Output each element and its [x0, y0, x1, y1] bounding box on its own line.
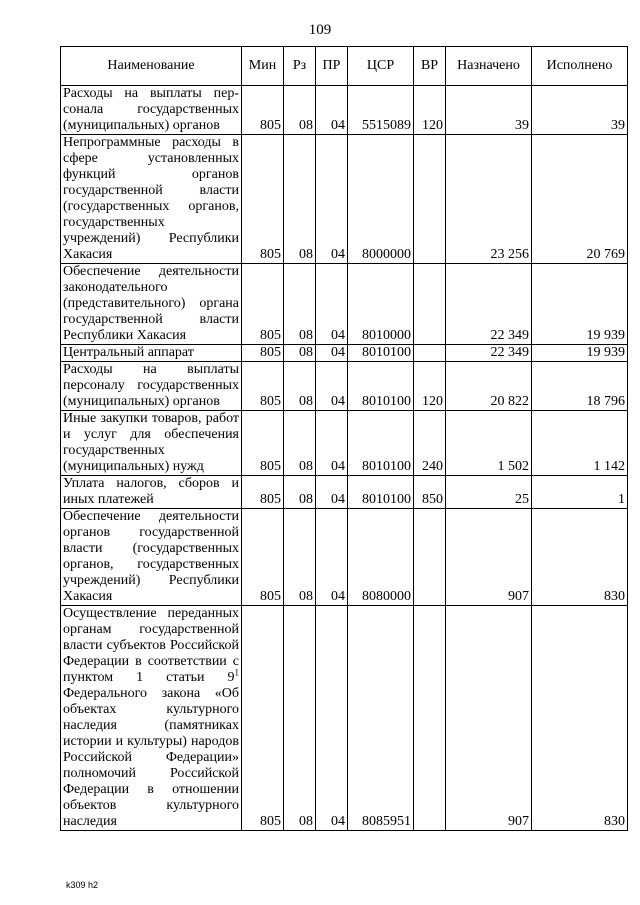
row-pr: 04	[316, 362, 348, 411]
header-min: Мин	[242, 47, 284, 86]
row-executed: 18 796	[532, 362, 628, 411]
row-assigned: 22 349	[446, 264, 532, 345]
row-min: 805	[242, 264, 284, 345]
page-number: 109	[308, 22, 332, 38]
row-vr: 120	[414, 362, 446, 411]
row-pr: 04	[316, 509, 348, 606]
row-csr: 8010100	[348, 345, 414, 362]
row-csr: 8085951	[348, 606, 414, 831]
row-min: 805	[242, 86, 284, 135]
row-vr	[414, 345, 446, 362]
table-row	[61, 509, 628, 606]
row-min: 805	[242, 509, 284, 606]
row-executed: 19 939	[532, 345, 628, 362]
row-name: Расходы на выплаты персоналу государственных (муниципальных) органов	[61, 362, 242, 411]
row-assigned: 907	[446, 509, 532, 606]
row-executed: 830	[532, 509, 628, 606]
table-row	[61, 606, 628, 831]
row-csr: 8010100	[348, 362, 414, 411]
row-rz: 08	[284, 345, 316, 362]
row-pr: 04	[316, 606, 348, 831]
table-row	[61, 362, 628, 411]
row-min: 805	[242, 345, 284, 362]
row-csr: 5515089	[348, 86, 414, 135]
row-min: 805	[242, 135, 284, 264]
row-vr	[414, 264, 446, 345]
row-rz: 08	[284, 264, 316, 345]
superscript: 1	[234, 667, 239, 678]
table-row	[61, 345, 628, 362]
row-csr: 8010100	[348, 411, 414, 476]
document-code: k309 h2	[66, 880, 99, 890]
table-row	[61, 411, 628, 476]
row-vr: 240	[414, 411, 446, 476]
row-name: Непрограммные расходы в сфере установленных функций органов государственной власти (государственных органов, государственных учреждений) Республики Хакасия	[61, 135, 242, 264]
row-rz: 08	[284, 509, 316, 606]
row-rz: 08	[284, 362, 316, 411]
row-executed: 1	[532, 476, 628, 509]
row-assigned: 1 502	[446, 411, 532, 476]
header-name: Наименование	[61, 47, 242, 86]
header-rz: Рз	[284, 47, 316, 86]
table-row	[61, 135, 628, 264]
row-min: 805	[242, 362, 284, 411]
row-pr: 04	[316, 345, 348, 362]
row-vr: 120	[414, 86, 446, 135]
row-min: 805	[242, 606, 284, 831]
row-csr: 8010000	[348, 264, 414, 345]
row-vr	[414, 509, 446, 606]
row-rz: 08	[284, 135, 316, 264]
row-name-part: Федерального закона «Об объектах культурного наследия (памятниках истории и культуры) народов Российской Федерации» полномочий Российской Федерации в отношении объектов культурного наследия	[63, 686, 239, 829]
header-assigned: Назначено	[446, 47, 532, 86]
header-executed: Исполнено	[532, 47, 628, 86]
row-executed: 19 939	[532, 264, 628, 345]
row-pr: 04	[316, 411, 348, 476]
row-vr	[414, 606, 446, 831]
row-min: 805	[242, 476, 284, 509]
row-rz: 08	[284, 476, 316, 509]
row-vr: 850	[414, 476, 446, 509]
header-vr: ВР	[414, 47, 446, 86]
row-name: Расходы на выплаты пер-сонала государственных (муниципальных) органов	[61, 86, 242, 135]
row-vr	[414, 135, 446, 264]
row-csr: 8000000	[348, 135, 414, 264]
row-assigned: 25	[446, 476, 532, 509]
row-assigned: 22 349	[446, 345, 532, 362]
table-row	[61, 476, 628, 509]
row-pr: 04	[316, 264, 348, 345]
table-header-row	[61, 47, 628, 86]
row-name: Центральный аппарат	[61, 345, 242, 362]
row-name: Обеспечение деятельности органов государственной власти (государственных органов, государственных учреждений) Республики Хакасия	[61, 509, 242, 606]
row-name-part: Осуществление переданных органам государственной власти субъектов Российской Федерации в соответствии с пунктом 1 статьи 9	[63, 606, 239, 685]
budget-table	[60, 46, 628, 831]
table-row	[61, 86, 628, 135]
row-csr: 8080000	[348, 509, 414, 606]
row-name	[61, 606, 242, 831]
row-rz: 08	[284, 86, 316, 135]
row-executed: 39	[532, 86, 628, 135]
row-name: Обеспечение деятельности законодательного (представительного) органа государственной власти Республики Хакасия	[61, 264, 242, 345]
header-csr: ЦСР	[348, 47, 414, 86]
row-name: Уплата налогов, сборов и иных платежей	[61, 476, 242, 509]
header-pr: ПР	[316, 47, 348, 86]
row-executed: 1 142	[532, 411, 628, 476]
row-assigned: 20 822	[446, 362, 532, 411]
row-csr: 8010100	[348, 476, 414, 509]
row-rz: 08	[284, 606, 316, 831]
table-row	[61, 264, 628, 345]
row-min: 805	[242, 411, 284, 476]
row-name: Иные закупки товаров, работ и услуг для обеспечения государственных (муниципальных) нужд	[61, 411, 242, 476]
row-pr: 04	[316, 476, 348, 509]
row-pr: 04	[316, 86, 348, 135]
row-pr: 04	[316, 135, 348, 264]
row-rz: 08	[284, 411, 316, 476]
row-assigned: 39	[446, 86, 532, 135]
row-assigned: 23 256	[446, 135, 532, 264]
row-executed: 830	[532, 606, 628, 831]
row-assigned: 907	[446, 606, 532, 831]
row-executed: 20 769	[532, 135, 628, 264]
